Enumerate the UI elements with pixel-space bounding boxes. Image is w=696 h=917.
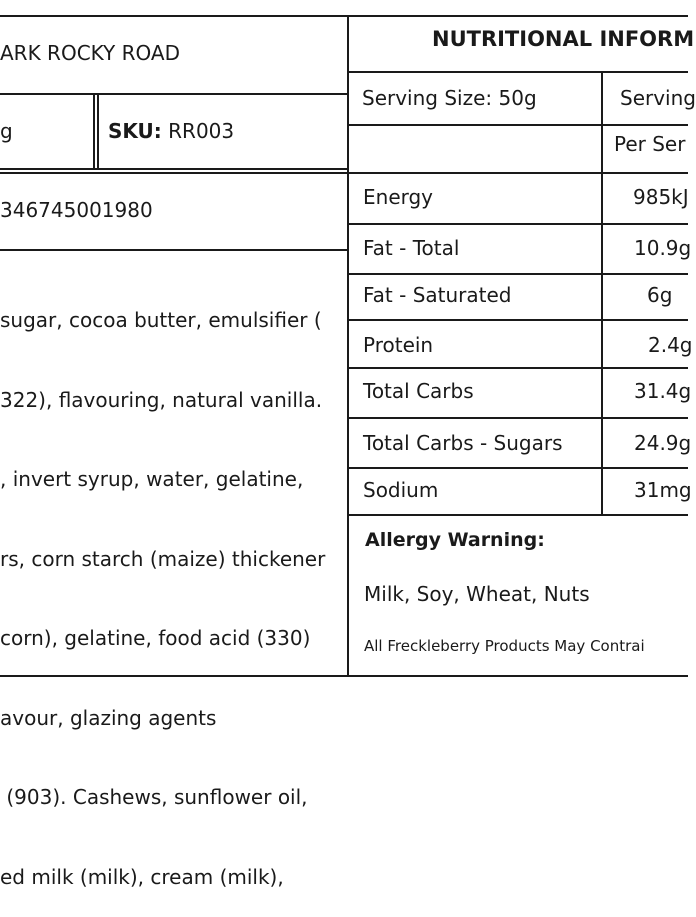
left-line-2 [0,168,348,170]
right-line-sat [348,319,688,321]
nutrient-value: 24.9g [634,431,692,455]
right-column-divider [601,71,603,516]
nutrient-label: Total Carbs - Sugars [363,431,563,455]
nutrient-value: 10.9g [634,236,692,260]
right-line-header [348,172,688,174]
right-line-carbs [348,417,688,419]
ingredients-line: (903). Cashews, sunflower oil, [0,785,308,809]
right-line-energy [348,223,688,225]
right-line-sodium [348,514,688,516]
nutrient-value: 31mg [634,478,692,502]
left-line-1 [0,93,348,95]
right-line-title [348,71,688,73]
nutrient-value: 6g [647,283,673,307]
nutrient-value: 2.4g [648,333,693,357]
nutrient-label: Sodium [363,478,439,502]
sku [108,118,234,144]
ingredients-line: avour, glazing agents [0,705,217,730]
nutrition-title: NUTRITIONAL INFORM [432,27,695,51]
right-line-protein [348,367,688,369]
allergy-disclaimer: All Freckleberry Products May Contrai [364,637,645,655]
ingredients-line: rs, corn starch (maize) thickener [0,546,326,571]
left-vertical-2 [97,93,99,170]
per-serving-header: Per Ser [614,132,686,156]
left-line-4 [0,249,348,251]
right-line-fat [348,273,688,275]
sku-label: SKU: [108,119,162,143]
nutrient-value: 31.4g [634,379,692,403]
ingredients-line: , invert syrup, water, gelatine, [0,467,304,491]
barcode-number: 346745001980 [0,198,153,222]
top-border [0,15,688,17]
nutrient-label: Fat - Total [363,236,460,260]
ingredients-line: corn), gelatine, food acid (330) [0,626,311,650]
left-vertical-1 [93,93,95,170]
product-name: ARK ROCKY ROAD [0,41,180,65]
serving-size: Serving Size: 50g [362,86,537,110]
ingredients-line: 322), flavouring, natural vanilla. [0,387,323,412]
allergen-list: Milk, Soy, Wheat, Nuts [364,582,590,606]
nutrient-label: Fat - Saturated [363,283,512,307]
right-line-serving [348,124,688,126]
nutrient-label: Total Carbs [363,379,474,403]
left-line-3 [0,172,348,174]
servings-per-pack: Serving [620,86,696,110]
nutrient-value: 985kJ [633,185,689,209]
ingredients-line: sugar, cocoa butter, emulsifier ( [0,308,322,332]
ingredients-text [0,254,350,917]
product-weight: g [0,119,13,143]
right-line-sugars [348,467,688,469]
nutrient-label: Protein [363,333,434,357]
allergy-heading: Allergy Warning: [365,529,545,551]
nutrient-label: Energy [363,185,434,209]
sku-value: RR003 [168,119,235,143]
ingredients-line: ed milk (milk), cream (milk), [0,864,284,889]
